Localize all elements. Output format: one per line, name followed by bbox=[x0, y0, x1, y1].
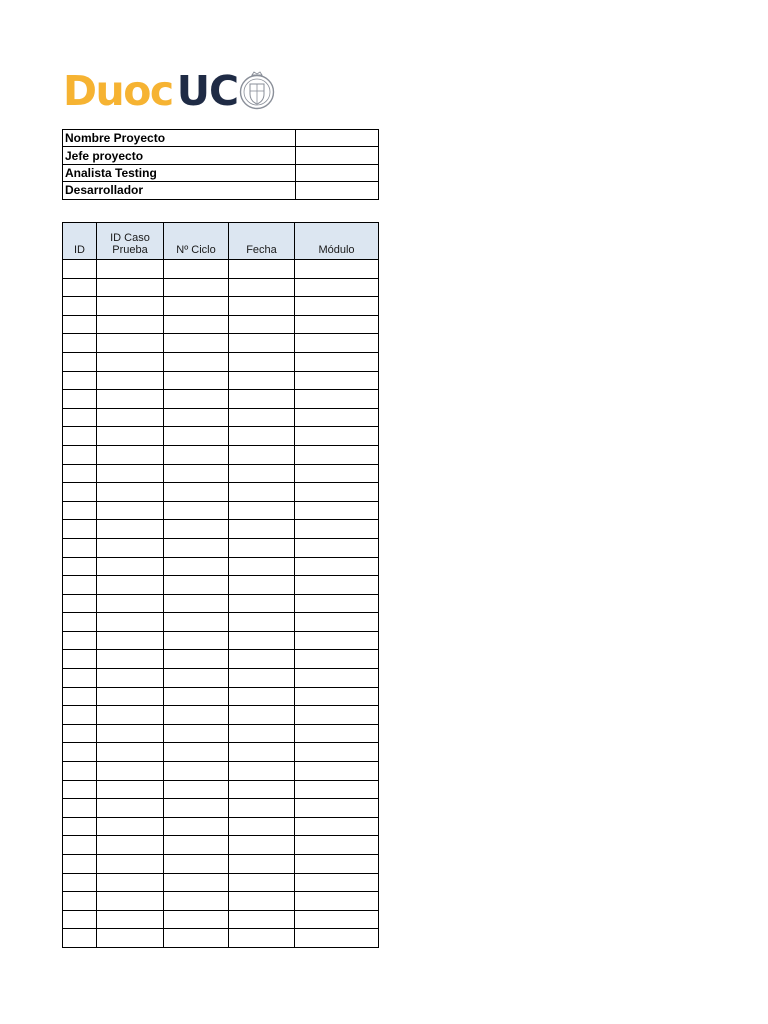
table-cell-modulo[interactable] bbox=[295, 278, 379, 297]
table-cell-id[interactable] bbox=[63, 445, 97, 464]
table-cell-modulo[interactable] bbox=[295, 706, 379, 725]
table-row bbox=[63, 334, 379, 353]
table-cell-fecha[interactable] bbox=[229, 501, 295, 520]
column-header-fecha: Fecha bbox=[229, 223, 295, 260]
table-row bbox=[63, 483, 379, 502]
table-cell-ciclo[interactable] bbox=[164, 799, 229, 818]
table-cell-caso[interactable] bbox=[97, 352, 164, 371]
table-cell-modulo[interactable] bbox=[295, 892, 379, 911]
table-cell-fecha[interactable] bbox=[229, 483, 295, 502]
table-row bbox=[63, 873, 379, 892]
table-cell-caso[interactable] bbox=[97, 557, 164, 576]
table-cell-id[interactable] bbox=[63, 706, 97, 725]
table-cell-ciclo[interactable] bbox=[164, 706, 229, 725]
table-cell-ciclo[interactable] bbox=[164, 297, 229, 316]
table-cell-fecha[interactable] bbox=[229, 762, 295, 781]
table-cell-fecha[interactable] bbox=[229, 910, 295, 929]
table-cell-ciclo[interactable] bbox=[164, 687, 229, 706]
table-cell-caso[interactable] bbox=[97, 278, 164, 297]
project-info-value[interactable] bbox=[296, 130, 379, 147]
table-cell-fecha[interactable] bbox=[229, 464, 295, 483]
table-cell-caso[interactable] bbox=[97, 297, 164, 316]
project-info-label: Analista Testing bbox=[63, 164, 296, 181]
table-cell-ciclo[interactable] bbox=[164, 817, 229, 836]
table-cell-ciclo[interactable] bbox=[164, 594, 229, 613]
table-cell-modulo[interactable] bbox=[295, 817, 379, 836]
table-cell-id[interactable] bbox=[63, 557, 97, 576]
table-cell-id[interactable] bbox=[63, 538, 97, 557]
table-cell-fecha[interactable] bbox=[229, 371, 295, 390]
table-cell-fecha[interactable] bbox=[229, 557, 295, 576]
table-cell-id[interactable] bbox=[63, 352, 97, 371]
table-cell-caso[interactable] bbox=[97, 873, 164, 892]
table-cell-id[interactable] bbox=[63, 929, 97, 948]
table-cell-caso[interactable] bbox=[97, 576, 164, 595]
table-cell-caso[interactable] bbox=[97, 910, 164, 929]
table-cell-modulo[interactable] bbox=[295, 910, 379, 929]
table-cell-ciclo[interactable] bbox=[164, 483, 229, 502]
table-cell-ciclo[interactable] bbox=[164, 724, 229, 743]
table-cell-fecha[interactable] bbox=[229, 743, 295, 762]
table-cell-id[interactable] bbox=[63, 892, 97, 911]
table-row bbox=[63, 799, 379, 818]
table-cell-id[interactable] bbox=[63, 724, 97, 743]
table-row bbox=[63, 557, 379, 576]
table-cell-id[interactable] bbox=[63, 371, 97, 390]
table-cell-id[interactable] bbox=[63, 799, 97, 818]
table-cell-ciclo[interactable] bbox=[164, 613, 229, 632]
table-cell-fecha[interactable] bbox=[229, 408, 295, 427]
table-cell-ciclo[interactable] bbox=[164, 464, 229, 483]
table-cell-caso[interactable] bbox=[97, 817, 164, 836]
project-info-row bbox=[63, 147, 379, 164]
table-cell-caso[interactable] bbox=[97, 799, 164, 818]
table-row bbox=[63, 260, 379, 279]
table-cell-modulo[interactable] bbox=[295, 855, 379, 874]
column-header-id: ID bbox=[63, 223, 97, 260]
table-cell-caso[interactable] bbox=[97, 631, 164, 650]
table-cell-fecha[interactable] bbox=[229, 334, 295, 353]
project-info-row bbox=[63, 164, 379, 181]
table-cell-modulo[interactable] bbox=[295, 631, 379, 650]
table-cell-modulo[interactable] bbox=[295, 929, 379, 948]
table-cell-fecha[interactable] bbox=[229, 278, 295, 297]
table-row bbox=[63, 427, 379, 446]
table-cell-modulo[interactable] bbox=[295, 743, 379, 762]
table-cell-modulo[interactable] bbox=[295, 687, 379, 706]
table-cell-ciclo[interactable] bbox=[164, 445, 229, 464]
table-cell-ciclo[interactable] bbox=[164, 836, 229, 855]
table-cell-fecha[interactable] bbox=[229, 576, 295, 595]
table-cell-caso[interactable] bbox=[97, 706, 164, 725]
table-cell-modulo[interactable] bbox=[295, 352, 379, 371]
table-row bbox=[63, 538, 379, 557]
table-cell-caso[interactable] bbox=[97, 260, 164, 279]
table-cell-caso[interactable] bbox=[97, 762, 164, 781]
column-header-caso: ID Caso Prueba bbox=[97, 223, 164, 260]
table-cell-fecha[interactable] bbox=[229, 390, 295, 409]
table-row bbox=[63, 910, 379, 929]
table-cell-ciclo[interactable] bbox=[164, 855, 229, 874]
table-cell-id[interactable] bbox=[63, 762, 97, 781]
table-cell-fecha[interactable] bbox=[229, 613, 295, 632]
table-row bbox=[63, 501, 379, 520]
table-cell-modulo[interactable] bbox=[295, 445, 379, 464]
table-cell-caso[interactable] bbox=[97, 687, 164, 706]
table-cell-fecha[interactable] bbox=[229, 836, 295, 855]
table-row bbox=[63, 390, 379, 409]
table-cell-fecha[interactable] bbox=[229, 315, 295, 334]
table-cell-ciclo[interactable] bbox=[164, 743, 229, 762]
table-cell-caso[interactable] bbox=[97, 836, 164, 855]
table-row bbox=[63, 594, 379, 613]
table-cell-fecha[interactable] bbox=[229, 817, 295, 836]
logo-text-duoc: Duoc bbox=[63, 66, 173, 115]
table-row bbox=[63, 408, 379, 427]
project-info-row bbox=[63, 130, 379, 147]
project-info-label: Desarrollador bbox=[63, 182, 296, 199]
table-cell-id[interactable] bbox=[63, 260, 97, 279]
table-cell-caso[interactable] bbox=[97, 464, 164, 483]
table-cell-modulo[interactable] bbox=[295, 724, 379, 743]
table-cell-id[interactable] bbox=[63, 278, 97, 297]
table-cell-caso[interactable] bbox=[97, 743, 164, 762]
table-row bbox=[63, 352, 379, 371]
table-row bbox=[63, 520, 379, 539]
table-cell-id[interactable] bbox=[63, 743, 97, 762]
table-cell-id[interactable] bbox=[63, 669, 97, 688]
table-row bbox=[63, 929, 379, 948]
test-log-header-row bbox=[63, 223, 379, 260]
table-row bbox=[63, 631, 379, 650]
table-cell-caso[interactable] bbox=[97, 613, 164, 632]
table-cell-fecha[interactable] bbox=[229, 855, 295, 874]
table-cell-caso[interactable] bbox=[97, 520, 164, 539]
table-cell-caso[interactable] bbox=[97, 594, 164, 613]
table-cell-modulo[interactable] bbox=[295, 873, 379, 892]
table-cell-caso[interactable] bbox=[97, 334, 164, 353]
table-cell-fecha[interactable] bbox=[229, 873, 295, 892]
table-cell-ciclo[interactable] bbox=[164, 390, 229, 409]
project-info-value[interactable] bbox=[296, 182, 379, 199]
table-cell-modulo[interactable] bbox=[295, 334, 379, 353]
table-cell-ciclo[interactable] bbox=[164, 780, 229, 799]
project-info-row bbox=[63, 182, 379, 199]
table-cell-modulo[interactable] bbox=[295, 427, 379, 446]
table-cell-ciclo[interactable] bbox=[164, 650, 229, 669]
table-row bbox=[63, 371, 379, 390]
table-cell-id[interactable] bbox=[63, 817, 97, 836]
table-cell-fecha[interactable] bbox=[229, 799, 295, 818]
table-cell-fecha[interactable] bbox=[229, 706, 295, 725]
project-info-value[interactable] bbox=[296, 164, 379, 181]
table-row bbox=[63, 650, 379, 669]
table-cell-modulo[interactable] bbox=[295, 650, 379, 669]
table-cell-ciclo[interactable] bbox=[164, 762, 229, 781]
table-cell-ciclo[interactable] bbox=[164, 408, 229, 427]
table-cell-ciclo[interactable] bbox=[164, 910, 229, 929]
table-row bbox=[63, 836, 379, 855]
table-cell-ciclo[interactable] bbox=[164, 892, 229, 911]
table-cell-modulo[interactable] bbox=[295, 762, 379, 781]
table-cell-id[interactable] bbox=[63, 501, 97, 520]
table-row bbox=[63, 445, 379, 464]
table-cell-ciclo[interactable] bbox=[164, 520, 229, 539]
project-info-table bbox=[62, 129, 379, 200]
table-cell-modulo[interactable] bbox=[295, 520, 379, 539]
table-row bbox=[63, 780, 379, 799]
table-cell-caso[interactable] bbox=[97, 408, 164, 427]
table-cell-ciclo[interactable] bbox=[164, 260, 229, 279]
table-cell-id[interactable] bbox=[63, 650, 97, 669]
table-cell-fecha[interactable] bbox=[229, 445, 295, 464]
table-row bbox=[63, 687, 379, 706]
table-row bbox=[63, 576, 379, 595]
table-cell-modulo[interactable] bbox=[295, 780, 379, 799]
table-cell-ciclo[interactable] bbox=[164, 631, 229, 650]
table-cell-caso[interactable] bbox=[97, 427, 164, 446]
table-row bbox=[63, 817, 379, 836]
table-cell-caso[interactable] bbox=[97, 780, 164, 799]
table-cell-id[interactable] bbox=[63, 613, 97, 632]
table-cell-caso[interactable] bbox=[97, 483, 164, 502]
table-cell-caso[interactable] bbox=[97, 929, 164, 948]
table-cell-ciclo[interactable] bbox=[164, 929, 229, 948]
table-cell-fecha[interactable] bbox=[229, 669, 295, 688]
project-info-label: Jefe proyecto bbox=[63, 147, 296, 164]
table-cell-fecha[interactable] bbox=[229, 538, 295, 557]
table-cell-fecha[interactable] bbox=[229, 929, 295, 948]
table-cell-modulo[interactable] bbox=[295, 315, 379, 334]
table-cell-fecha[interactable] bbox=[229, 297, 295, 316]
table-cell-modulo[interactable] bbox=[295, 836, 379, 855]
table-cell-modulo[interactable] bbox=[295, 464, 379, 483]
table-cell-fecha[interactable] bbox=[229, 352, 295, 371]
table-cell-id[interactable] bbox=[63, 390, 97, 409]
table-cell-fecha[interactable] bbox=[229, 724, 295, 743]
table-cell-ciclo[interactable] bbox=[164, 538, 229, 557]
table-cell-caso[interactable] bbox=[97, 724, 164, 743]
column-header-modulo: Módulo bbox=[295, 223, 379, 260]
table-cell-caso[interactable] bbox=[97, 855, 164, 874]
table-row bbox=[63, 724, 379, 743]
test-log-table bbox=[62, 222, 379, 948]
table-cell-fecha[interactable] bbox=[229, 650, 295, 669]
table-cell-ciclo[interactable] bbox=[164, 352, 229, 371]
table-cell-id[interactable] bbox=[63, 315, 97, 334]
table-cell-id[interactable] bbox=[63, 483, 97, 502]
table-cell-id[interactable] bbox=[63, 297, 97, 316]
table-cell-modulo[interactable] bbox=[295, 576, 379, 595]
table-cell-caso[interactable] bbox=[97, 501, 164, 520]
table-cell-id[interactable] bbox=[63, 873, 97, 892]
table-cell-caso[interactable] bbox=[97, 371, 164, 390]
table-cell-id[interactable] bbox=[63, 576, 97, 595]
table-cell-modulo[interactable] bbox=[295, 538, 379, 557]
table-cell-modulo[interactable] bbox=[295, 594, 379, 613]
table-cell-caso[interactable] bbox=[97, 445, 164, 464]
table-cell-modulo[interactable] bbox=[295, 390, 379, 409]
table-row bbox=[63, 464, 379, 483]
table-cell-modulo[interactable] bbox=[295, 408, 379, 427]
table-row bbox=[63, 855, 379, 874]
duoc-uc-logo bbox=[63, 66, 275, 116]
table-cell-fecha[interactable] bbox=[229, 594, 295, 613]
table-cell-modulo[interactable] bbox=[295, 260, 379, 279]
table-cell-ciclo[interactable] bbox=[164, 501, 229, 520]
table-cell-caso[interactable] bbox=[97, 390, 164, 409]
table-cell-fecha[interactable] bbox=[229, 631, 295, 650]
table-row bbox=[63, 315, 379, 334]
table-cell-id[interactable] bbox=[63, 464, 97, 483]
table-cell-ciclo[interactable] bbox=[164, 334, 229, 353]
table-row bbox=[63, 762, 379, 781]
table-cell-caso[interactable] bbox=[97, 669, 164, 688]
table-cell-id[interactable] bbox=[63, 687, 97, 706]
project-info-label: Nombre Proyecto bbox=[63, 130, 296, 147]
logo-text-uc: UC bbox=[176, 66, 239, 115]
table-cell-fecha[interactable] bbox=[229, 427, 295, 446]
column-header-ciclo: Nº Ciclo bbox=[164, 223, 229, 260]
table-cell-caso[interactable] bbox=[97, 538, 164, 557]
table-cell-modulo[interactable] bbox=[295, 799, 379, 818]
table-cell-modulo[interactable] bbox=[295, 557, 379, 576]
table-row bbox=[63, 743, 379, 762]
table-cell-id[interactable] bbox=[63, 910, 97, 929]
table-cell-modulo[interactable] bbox=[295, 297, 379, 316]
table-cell-id[interactable] bbox=[63, 594, 97, 613]
table-cell-ciclo[interactable] bbox=[164, 873, 229, 892]
table-cell-caso[interactable] bbox=[97, 315, 164, 334]
table-cell-ciclo[interactable] bbox=[164, 371, 229, 390]
table-cell-ciclo[interactable] bbox=[164, 315, 229, 334]
table-row bbox=[63, 613, 379, 632]
table-cell-ciclo[interactable] bbox=[164, 278, 229, 297]
table-cell-modulo[interactable] bbox=[295, 669, 379, 688]
table-cell-id[interactable] bbox=[63, 408, 97, 427]
table-cell-id[interactable] bbox=[63, 855, 97, 874]
table-cell-ciclo[interactable] bbox=[164, 427, 229, 446]
table-cell-modulo[interactable] bbox=[295, 371, 379, 390]
table-row bbox=[63, 706, 379, 725]
table-row bbox=[63, 892, 379, 911]
table-row bbox=[63, 278, 379, 297]
table-cell-id[interactable] bbox=[63, 427, 97, 446]
table-cell-modulo[interactable] bbox=[295, 613, 379, 632]
table-cell-fecha[interactable] bbox=[229, 687, 295, 706]
table-row bbox=[63, 297, 379, 316]
table-cell-id[interactable] bbox=[63, 836, 97, 855]
table-cell-id[interactable] bbox=[63, 334, 97, 353]
university-seal-icon bbox=[239, 70, 275, 114]
table-cell-id[interactable] bbox=[63, 631, 97, 650]
table-cell-modulo[interactable] bbox=[295, 483, 379, 502]
table-cell-ciclo[interactable] bbox=[164, 576, 229, 595]
table-cell-fecha[interactable] bbox=[229, 260, 295, 279]
table-cell-ciclo[interactable] bbox=[164, 557, 229, 576]
table-cell-modulo[interactable] bbox=[295, 501, 379, 520]
table-row bbox=[63, 669, 379, 688]
table-cell-fecha[interactable] bbox=[229, 520, 295, 539]
table-cell-ciclo[interactable] bbox=[164, 669, 229, 688]
table-cell-caso[interactable] bbox=[97, 650, 164, 669]
table-cell-fecha[interactable] bbox=[229, 780, 295, 799]
project-info-value[interactable] bbox=[296, 147, 379, 164]
table-cell-caso[interactable] bbox=[97, 892, 164, 911]
table-cell-id[interactable] bbox=[63, 520, 97, 539]
table-cell-id[interactable] bbox=[63, 780, 97, 799]
table-cell-fecha[interactable] bbox=[229, 892, 295, 911]
